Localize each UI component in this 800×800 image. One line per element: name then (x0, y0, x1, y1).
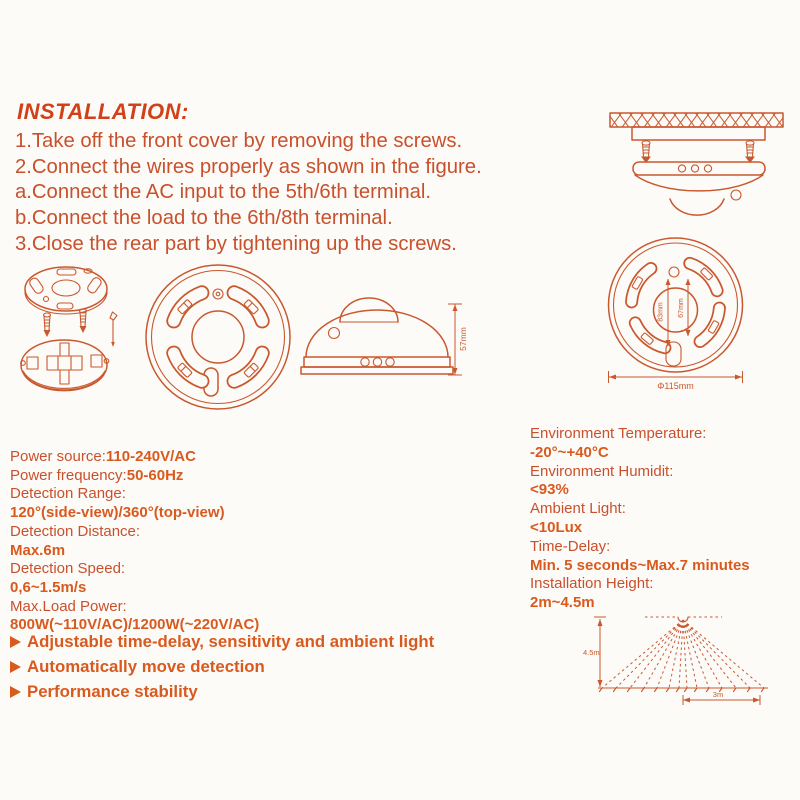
detection-speed-label: Detection Speed: (10, 560, 126, 578)
specs-left-section (10, 448, 510, 635)
mounting-plate-top (25, 267, 107, 314)
height-dimension (583, 617, 606, 687)
feature-item (10, 679, 434, 704)
sensor-base-bottom (21, 340, 109, 391)
screw-icon (745, 141, 755, 163)
env-temperature-value: -20°~+40°C (530, 443, 609, 461)
installation-step-2: 2.Connect the wires properly as shown in the figure. (15, 155, 482, 178)
installation-step-1: 1.Take off the front cover by removing the screws. (15, 130, 463, 152)
installation-step-3: 3.Close the rear part by tightening up the screws. (15, 232, 457, 255)
features-section (10, 629, 434, 704)
curved-slot (234, 293, 262, 321)
installation-height-label: Installation Height: (530, 575, 654, 593)
detection-distance-value: Max.6m (10, 541, 66, 559)
height-dimension (448, 304, 468, 375)
ceiling-mount-diagram (598, 100, 798, 230)
wall-anchor-icon (110, 312, 117, 347)
feature-text: Adjustable time-delay, sensitivity and ambient light (27, 631, 435, 651)
width-dimension (683, 690, 760, 705)
installation-step-2a: a.Connect the AC input to the 5th/6th terminal. (15, 181, 432, 204)
curved-slot (690, 263, 717, 290)
env-humidity-label: Environment Humidit: (530, 462, 674, 480)
exploded-view-diagram (10, 262, 160, 412)
rear-center-label: 67mm (678, 298, 685, 318)
pattern-width-label: 3m (712, 690, 724, 699)
feature-item (10, 654, 434, 679)
diameter-dimension (609, 371, 743, 391)
env-humidity-value: <93% (530, 481, 569, 499)
power-frequency-label: Power frequency: (10, 466, 127, 484)
mounting-plate (632, 127, 765, 140)
bullet-arrow-icon (10, 686, 21, 698)
rear-view-diagram (592, 236, 792, 396)
detection-pattern-diagram (578, 608, 793, 723)
rear-hole-spacing-label: 83mm (657, 302, 665, 322)
installation-section (15, 99, 482, 258)
front-view-diagram (140, 258, 300, 418)
feature-text: Automatically move detection (27, 656, 265, 676)
ground-line (598, 688, 768, 692)
max-load-power-label: Max.Load Power: (10, 597, 127, 615)
installation-step-2b: b.Connect the load to the 6th/8th terminal. (15, 207, 393, 230)
specs-right-section (530, 425, 795, 613)
installation-title: INSTALLATION: (17, 99, 189, 124)
detection-rays (602, 620, 764, 688)
detection-range-value: 120°(side-view)/360°(top-view) (10, 504, 225, 522)
bullet-arrow-icon (10, 636, 21, 648)
screw-icon (80, 309, 87, 333)
feature-item (10, 629, 434, 654)
bullet-arrow-icon (10, 661, 21, 673)
rear-diameter-label: Φ115mm (657, 381, 694, 391)
env-temperature-label: Environment Temperature: (530, 425, 707, 442)
sensor-dome-side (633, 162, 765, 215)
side-height-label: 57mm (458, 327, 468, 351)
ambient-light-value: <10Lux (530, 518, 583, 536)
screw-icon (641, 141, 651, 163)
curved-slot (234, 353, 262, 381)
power-source-value: 110-240V/AC (105, 448, 196, 465)
curved-slot (700, 308, 719, 341)
pattern-height-label: 4.5m (583, 648, 600, 657)
side-view-diagram (298, 292, 473, 397)
ambient-light-label: Ambient Light: (530, 500, 626, 518)
max-load-power-value: 800W(~110V/AC)/1200W(~220V/AC) (10, 616, 260, 634)
time-delay-value: Min. 5 seconds~Max.7 minutes (530, 556, 750, 574)
curved-slot (174, 353, 202, 381)
detection-range-label: Detection Range: (10, 485, 126, 503)
screw-icon (44, 313, 51, 337)
sensor-profile (301, 298, 453, 374)
power-frequency-value: 50-60Hz (126, 466, 184, 484)
curved-slot (174, 293, 202, 321)
ceiling-slab (610, 113, 783, 127)
power-source-label: Power source: (10, 448, 106, 465)
curved-slot (632, 269, 651, 302)
power-source-row (10, 448, 510, 467)
top-mount-hole (669, 267, 679, 277)
center-opening (192, 311, 244, 363)
installation-height-value: 2m~4.5m (530, 594, 595, 612)
power-frequency-row (10, 467, 510, 486)
feature-text: Performance stability (27, 681, 198, 701)
time-delay-label: Time-Delay: (530, 537, 611, 555)
detection-speed-value: 0,6~1.5m/s (10, 578, 87, 596)
detection-distance-label: Detection Distance: (10, 522, 141, 540)
